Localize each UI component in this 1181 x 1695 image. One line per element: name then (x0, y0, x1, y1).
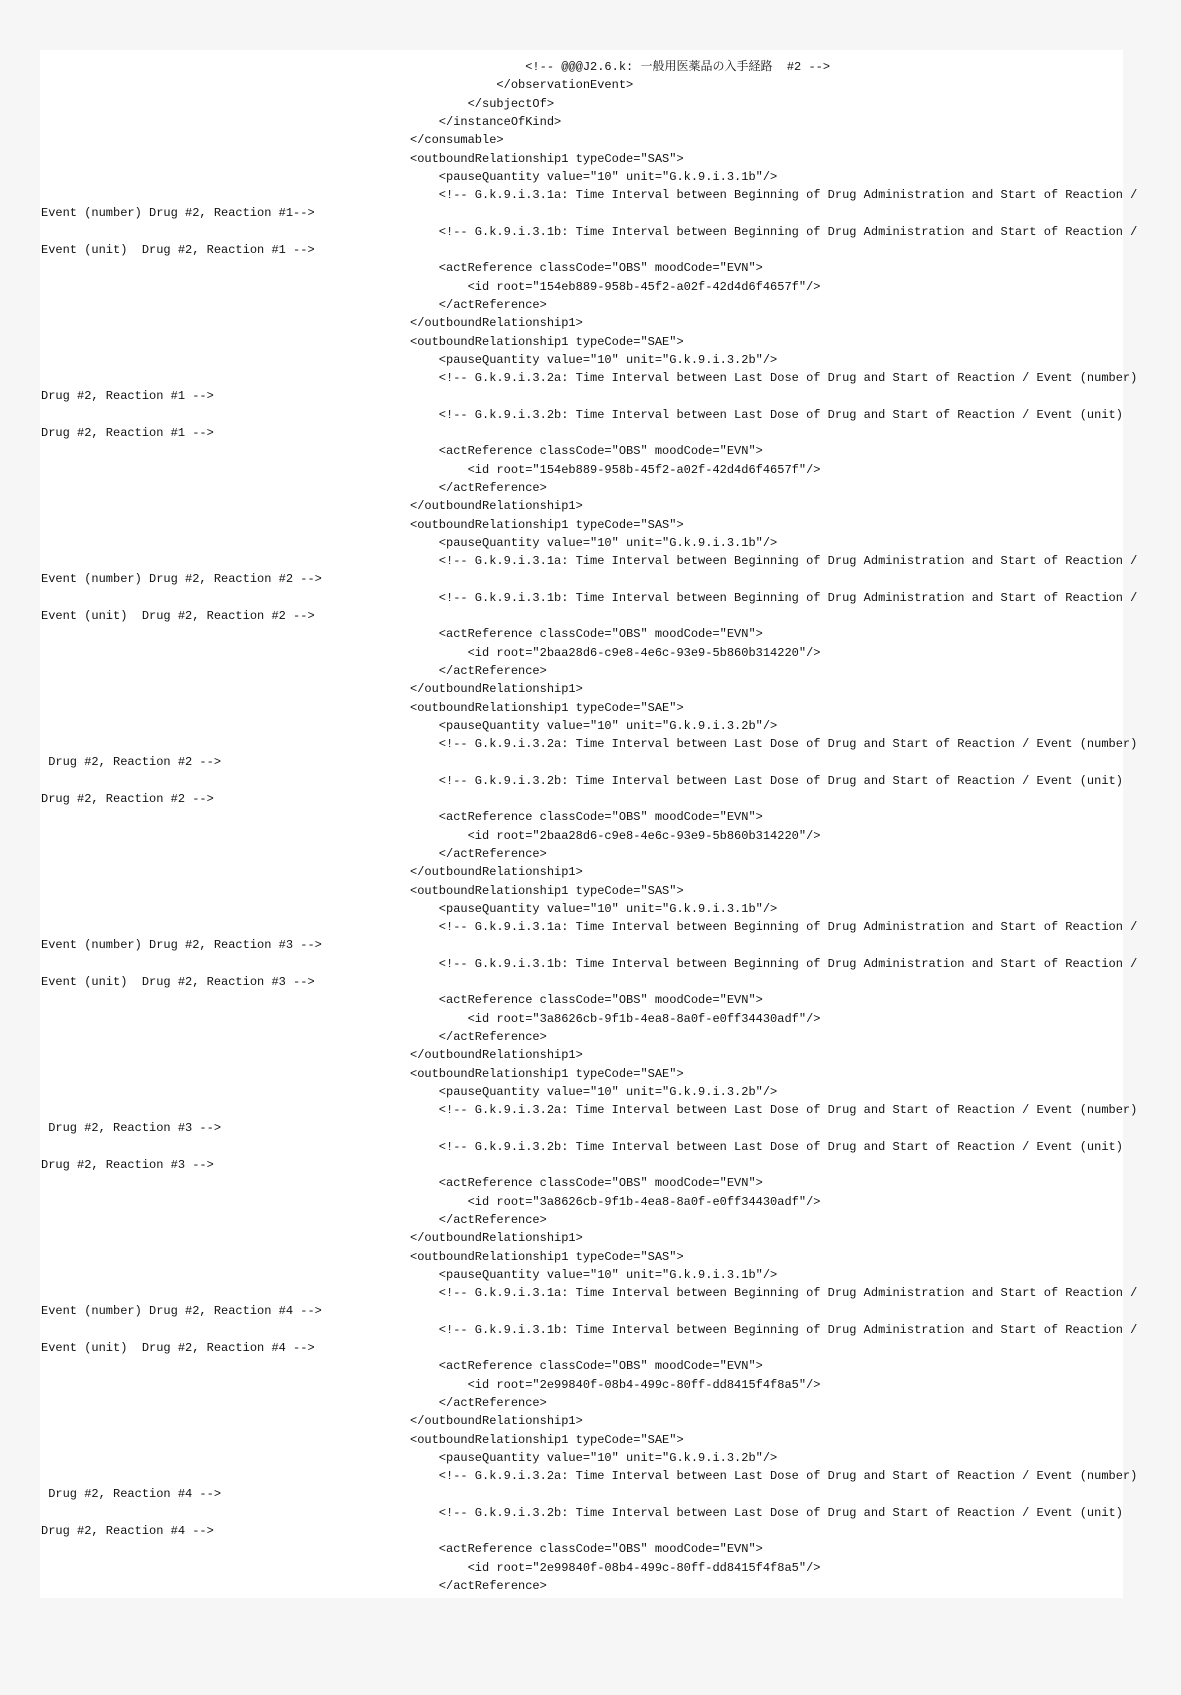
code-line: <!-- G.k.9.i.3.1a: Time Interval between Beginning of Drug Administration and Start of Reaction / (410, 1286, 1138, 1301)
wrapped-comment-fragment: Drug #2, Reaction #2 --> (41, 792, 214, 806)
code-line: <id root="154eb889-958b-45f2-a02f-42d4d6f4657f"/> (410, 462, 821, 477)
wrapped-comment-fragment: Drug #2, Reaction #1 --> (41, 389, 214, 404)
code-line: </outboundRelationship1> (410, 682, 583, 697)
code-line: <outboundRelationship1 typeCode="SAE"> (410, 334, 684, 349)
wrapped-comment-fragment: Event (number) Drug #2, Reaction #2 --> (41, 572, 322, 587)
code-line: <actReference classCode="OBS" moodCode="EVN"> (410, 627, 763, 642)
code-line: <actReference classCode="OBS" moodCode="EVN"> (410, 1176, 763, 1191)
code-line: </actReference> (410, 1029, 547, 1044)
wrapped-comment-fragment: Event (unit) Drug #2, Reaction #3 --> (41, 975, 315, 989)
code-line: <id root="2baa28d6-c9e8-4e6c-93e9-5b860b314220"/> (410, 828, 821, 843)
code-line: <pauseQuantity value="10" unit="G.k.9.i.3.1b"/> (410, 1267, 778, 1282)
code-line: <!-- G.k.9.i.3.1a: Time Interval between Beginning of Drug Administration and Start of Reaction / (410, 554, 1138, 569)
code-line: <!-- G.k.9.i.3.1a: Time Interval between Beginning of Drug Administration and Start of Reaction / (410, 920, 1138, 935)
code-line: <actReference classCode="OBS" moodCode="EVN"> (410, 444, 763, 459)
wrapped-comment-fragment: Drug #2, Reaction #4 --> (41, 1487, 222, 1502)
code-line: </outboundRelationship1> (410, 1414, 583, 1429)
code-line: </actReference> (410, 663, 547, 678)
code-line: </outboundRelationship1> (410, 1048, 583, 1063)
code-line: <pauseQuantity value="10" unit="G.k.9.i.3.1b"/> (410, 535, 778, 550)
wrapped-comment-fragment: Event (number) Drug #2, Reaction #4 --> (41, 1304, 322, 1319)
code-line: <pauseQuantity value="10" unit="G.k.9.i.3.2b"/> (410, 1450, 778, 1465)
wrapped-comment-fragment: Event (number) Drug #2, Reaction #1--> (41, 206, 315, 221)
code-line: <pauseQuantity value="10" unit="G.k.9.i.3.1b"/> (410, 169, 778, 184)
wrapped-comment-fragment: Event (unit) Drug #2, Reaction #2 --> (41, 609, 315, 623)
code-line: <pauseQuantity value="10" unit="G.k.9.i.3.2b"/> (410, 1084, 778, 1099)
document-page (40, 50, 1138, 1598)
wrapped-comment-fragment: Drug #2, Reaction #2 --> (41, 755, 222, 770)
code-line: <!-- G.k.9.i.3.2a: Time Interval between Last Dose of Drug and Start of Reaction / Event (number) (410, 1103, 1138, 1118)
code-line: <actReference classCode="OBS" moodCode="EVN"> (410, 261, 763, 276)
code-line: <outboundRelationship1 typeCode="SAS"> (410, 1249, 684, 1264)
code-line: </outboundRelationship1> (410, 316, 583, 331)
code-line: </actReference> (410, 1212, 547, 1227)
code-line: <actReference classCode="OBS" moodCode="EVN"> (410, 810, 763, 825)
code-line: <!-- G.k.9.i.3.2a: Time Interval between Last Dose of Drug and Start of Reaction / Event (number) (410, 371, 1138, 386)
code-line: <actReference classCode="OBS" moodCode="EVN"> (410, 993, 763, 1008)
code-line: <pauseQuantity value="10" unit="G.k.9.i.3.2b"/> (410, 352, 778, 367)
code-line: <outboundRelationship1 typeCode="SAS"> (410, 151, 684, 166)
code-line: </actReference> (410, 846, 547, 861)
code-line: <id root="3a8626cb-9f1b-4ea8-8a0f-e0ff34430adf"/> (410, 1194, 821, 1209)
code-line: <!-- G.k.9.i.3.2b: Time Interval between Last Dose of Drug and Start of Reaction / Event (unit) (410, 1139, 1123, 1154)
code-line: </instanceOfKind> (410, 114, 562, 129)
code-line: </outboundRelationship1> (410, 865, 583, 880)
code-line: <id root="2e99840f-08b4-499c-80ff-dd8415f4f8a5"/> (410, 1560, 821, 1575)
code-line: <!-- G.k.9.i.3.1b: Time Interval between Beginning of Drug Administration and Start of Reaction / (410, 224, 1138, 239)
code-line: </consumable> (410, 133, 504, 148)
code-line: <pauseQuantity value="10" unit="G.k.9.i.3.1b"/> (410, 901, 778, 916)
code-line: <!-- G.k.9.i.3.2b: Time Interval between Last Dose of Drug and Start of Reaction / Event (unit) (410, 773, 1123, 788)
code-line: <id root="154eb889-958b-45f2-a02f-42d4d6f4657f"/> (410, 279, 821, 294)
wrapped-comment-fragment: Event (unit) Drug #2, Reaction #1 --> (41, 243, 315, 257)
code-line: <id root="2e99840f-08b4-499c-80ff-dd8415f4f8a5"/> (410, 1377, 821, 1392)
wrapped-comment-fragment: Drug #2, Reaction #3 --> (41, 1121, 222, 1136)
code-line: <id root="2baa28d6-c9e8-4e6c-93e9-5b860b314220"/> (410, 645, 821, 660)
code-line: <!-- G.k.9.i.3.1b: Time Interval between Beginning of Drug Administration and Start of Reaction / (410, 956, 1138, 971)
code-line: <!-- G.k.9.i.3.2a: Time Interval between Last Dose of Drug and Start of Reaction / Event (number) (410, 737, 1138, 752)
code-line: </actReference> (410, 1395, 547, 1410)
code-line: <!-- G.k.9.i.3.1b: Time Interval between Beginning of Drug Administration and Start of Reaction / (410, 1322, 1138, 1337)
wrapped-comment-fragment: Drug #2, Reaction #1 --> (41, 426, 214, 440)
code-line: </actReference> (410, 1578, 547, 1593)
code-line: </actReference> (410, 297, 547, 312)
code-line: </actReference> (410, 480, 547, 495)
wrapped-comment-fragment: Event (number) Drug #2, Reaction #3 --> (41, 938, 322, 953)
code-line: </observationEvent> (410, 78, 634, 93)
code-line: <actReference classCode="OBS" moodCode="EVN"> (410, 1542, 763, 1557)
code-line: <outboundRelationship1 typeCode="SAE"> (410, 700, 684, 715)
code-line: <!-- G.k.9.i.3.1b: Time Interval between Beginning of Drug Administration and Start of Reaction / (410, 590, 1138, 605)
wrapped-comment-fragment: Event (unit) Drug #2, Reaction #4 --> (41, 1341, 315, 1355)
code-line: <outboundRelationship1 typeCode="SAE"> (410, 1432, 684, 1447)
code-line: </outboundRelationship1> (410, 1231, 583, 1246)
wrapped-comment-fragment: Drug #2, Reaction #4 --> (41, 1524, 214, 1538)
code-line: <!-- G.k.9.i.3.1a: Time Interval between Beginning of Drug Administration and Start of Reaction / (410, 188, 1138, 203)
code-line: </subjectOf> (410, 96, 555, 111)
code-line: <!-- G.k.9.i.3.2a: Time Interval between Last Dose of Drug and Start of Reaction / Event (number) (410, 1469, 1138, 1484)
code-line: </outboundRelationship1> (410, 499, 583, 514)
code-line: <!-- G.k.9.i.3.2b: Time Interval between Last Dose of Drug and Start of Reaction / Event (unit) (410, 1505, 1123, 1520)
code-line: <!-- @@@J2.6.k: 一般用医薬品の入手経路 #2 --> (410, 60, 831, 74)
code-line: <outboundRelationship1 typeCode="SAS"> (410, 883, 684, 898)
wrapped-comment-fragment: Drug #2, Reaction #3 --> (41, 1158, 214, 1172)
code-line: <actReference classCode="OBS" moodCode="EVN"> (410, 1359, 763, 1374)
code-line: <outboundRelationship1 typeCode="SAS"> (410, 517, 684, 532)
code-line: <pauseQuantity value="10" unit="G.k.9.i.3.2b"/> (410, 718, 778, 733)
code-line: <!-- G.k.9.i.3.2b: Time Interval between Last Dose of Drug and Start of Reaction / Event (unit) (410, 407, 1123, 422)
code-line: <outboundRelationship1 typeCode="SAE"> (410, 1066, 684, 1081)
code-line: <id root="3a8626cb-9f1b-4ea8-8a0f-e0ff34430adf"/> (410, 1011, 821, 1026)
